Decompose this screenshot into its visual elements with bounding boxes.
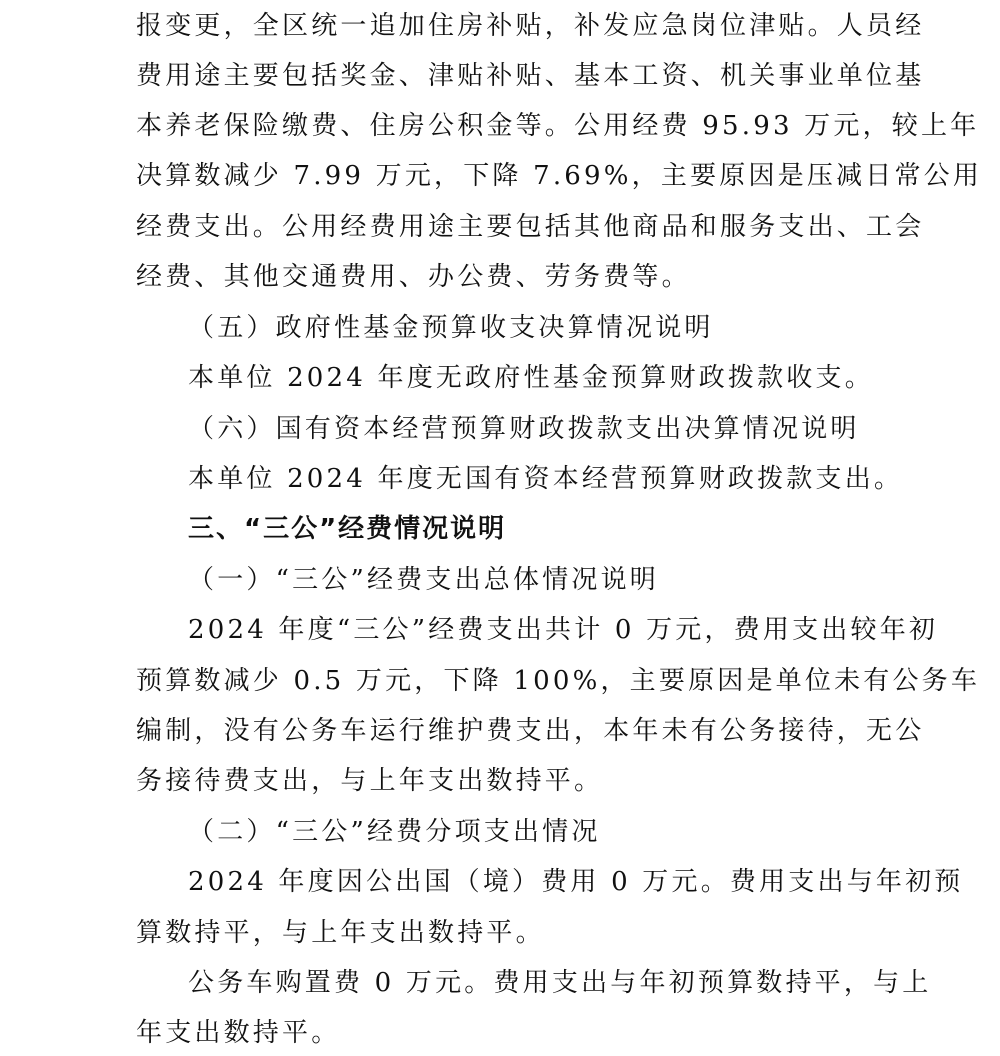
- paragraph-line: 年支出数持平。: [136, 1018, 341, 1048]
- paragraph-line: 经费支出。公用经费用途主要包括其他商品和服务支出、工会: [136, 212, 925, 242]
- section-heading: （五）政府性基金预算收支决算情况说明: [188, 313, 714, 343]
- paragraph-line: 务接待费支出，与上年支出数持平。: [136, 766, 604, 796]
- subsection-heading: （二）“三公”经费分项支出情况: [188, 817, 601, 847]
- paragraph-line: 公务车购置费 0 万元。费用支出与年初预算数持平，与上: [188, 968, 932, 998]
- paragraph-line: 本养老保险缴费、住房公积金等。公用经费 95.93 万元，较上年: [136, 111, 980, 141]
- paragraph-line: 预算数减少 0.5 万元，下降 100%，主要原因是单位未有公务车: [136, 666, 981, 696]
- paragraph-line: 经费、其他交通费用、办公费、劳务费等。: [136, 262, 691, 292]
- paragraph-line: 算数持平，与上年支出数持平。: [136, 918, 545, 948]
- paragraph-line: 本单位 2024 年度无国有资本经营预算财政拨款支出。: [188, 464, 904, 494]
- paragraph-line: 报变更，全区统一追加住房补贴，补发应急岗位津贴。人员经: [136, 11, 925, 41]
- paragraph-line: 决算数减少 7.99 万元，下降 7.69%，主要原因是压减日常公用: [136, 161, 983, 191]
- paragraph-line: 编制，没有公务车运行维护费支出，本年未有公务接待，无公: [136, 716, 925, 746]
- subsection-heading: （一）“三公”经费支出总体情况说明: [188, 565, 659, 595]
- section-heading: （六）国有资本经营预算财政拨款支出决算情况说明: [188, 414, 860, 444]
- paragraph-line: 2024 年度“三公”经费支出共计 0 万元，费用支出较年初: [188, 615, 939, 645]
- paragraph-line: 2024 年度因公出国（境）费用 0 万元。费用支出与年初预: [188, 867, 964, 897]
- paragraph-line: 本单位 2024 年度无政府性基金预算财政拨款收支。: [188, 363, 874, 393]
- paragraph-line: 费用途主要包括奖金、津贴补贴、基本工资、机关事业单位基: [136, 61, 925, 91]
- section-title: 三、“三公”经费情况说明: [188, 514, 507, 544]
